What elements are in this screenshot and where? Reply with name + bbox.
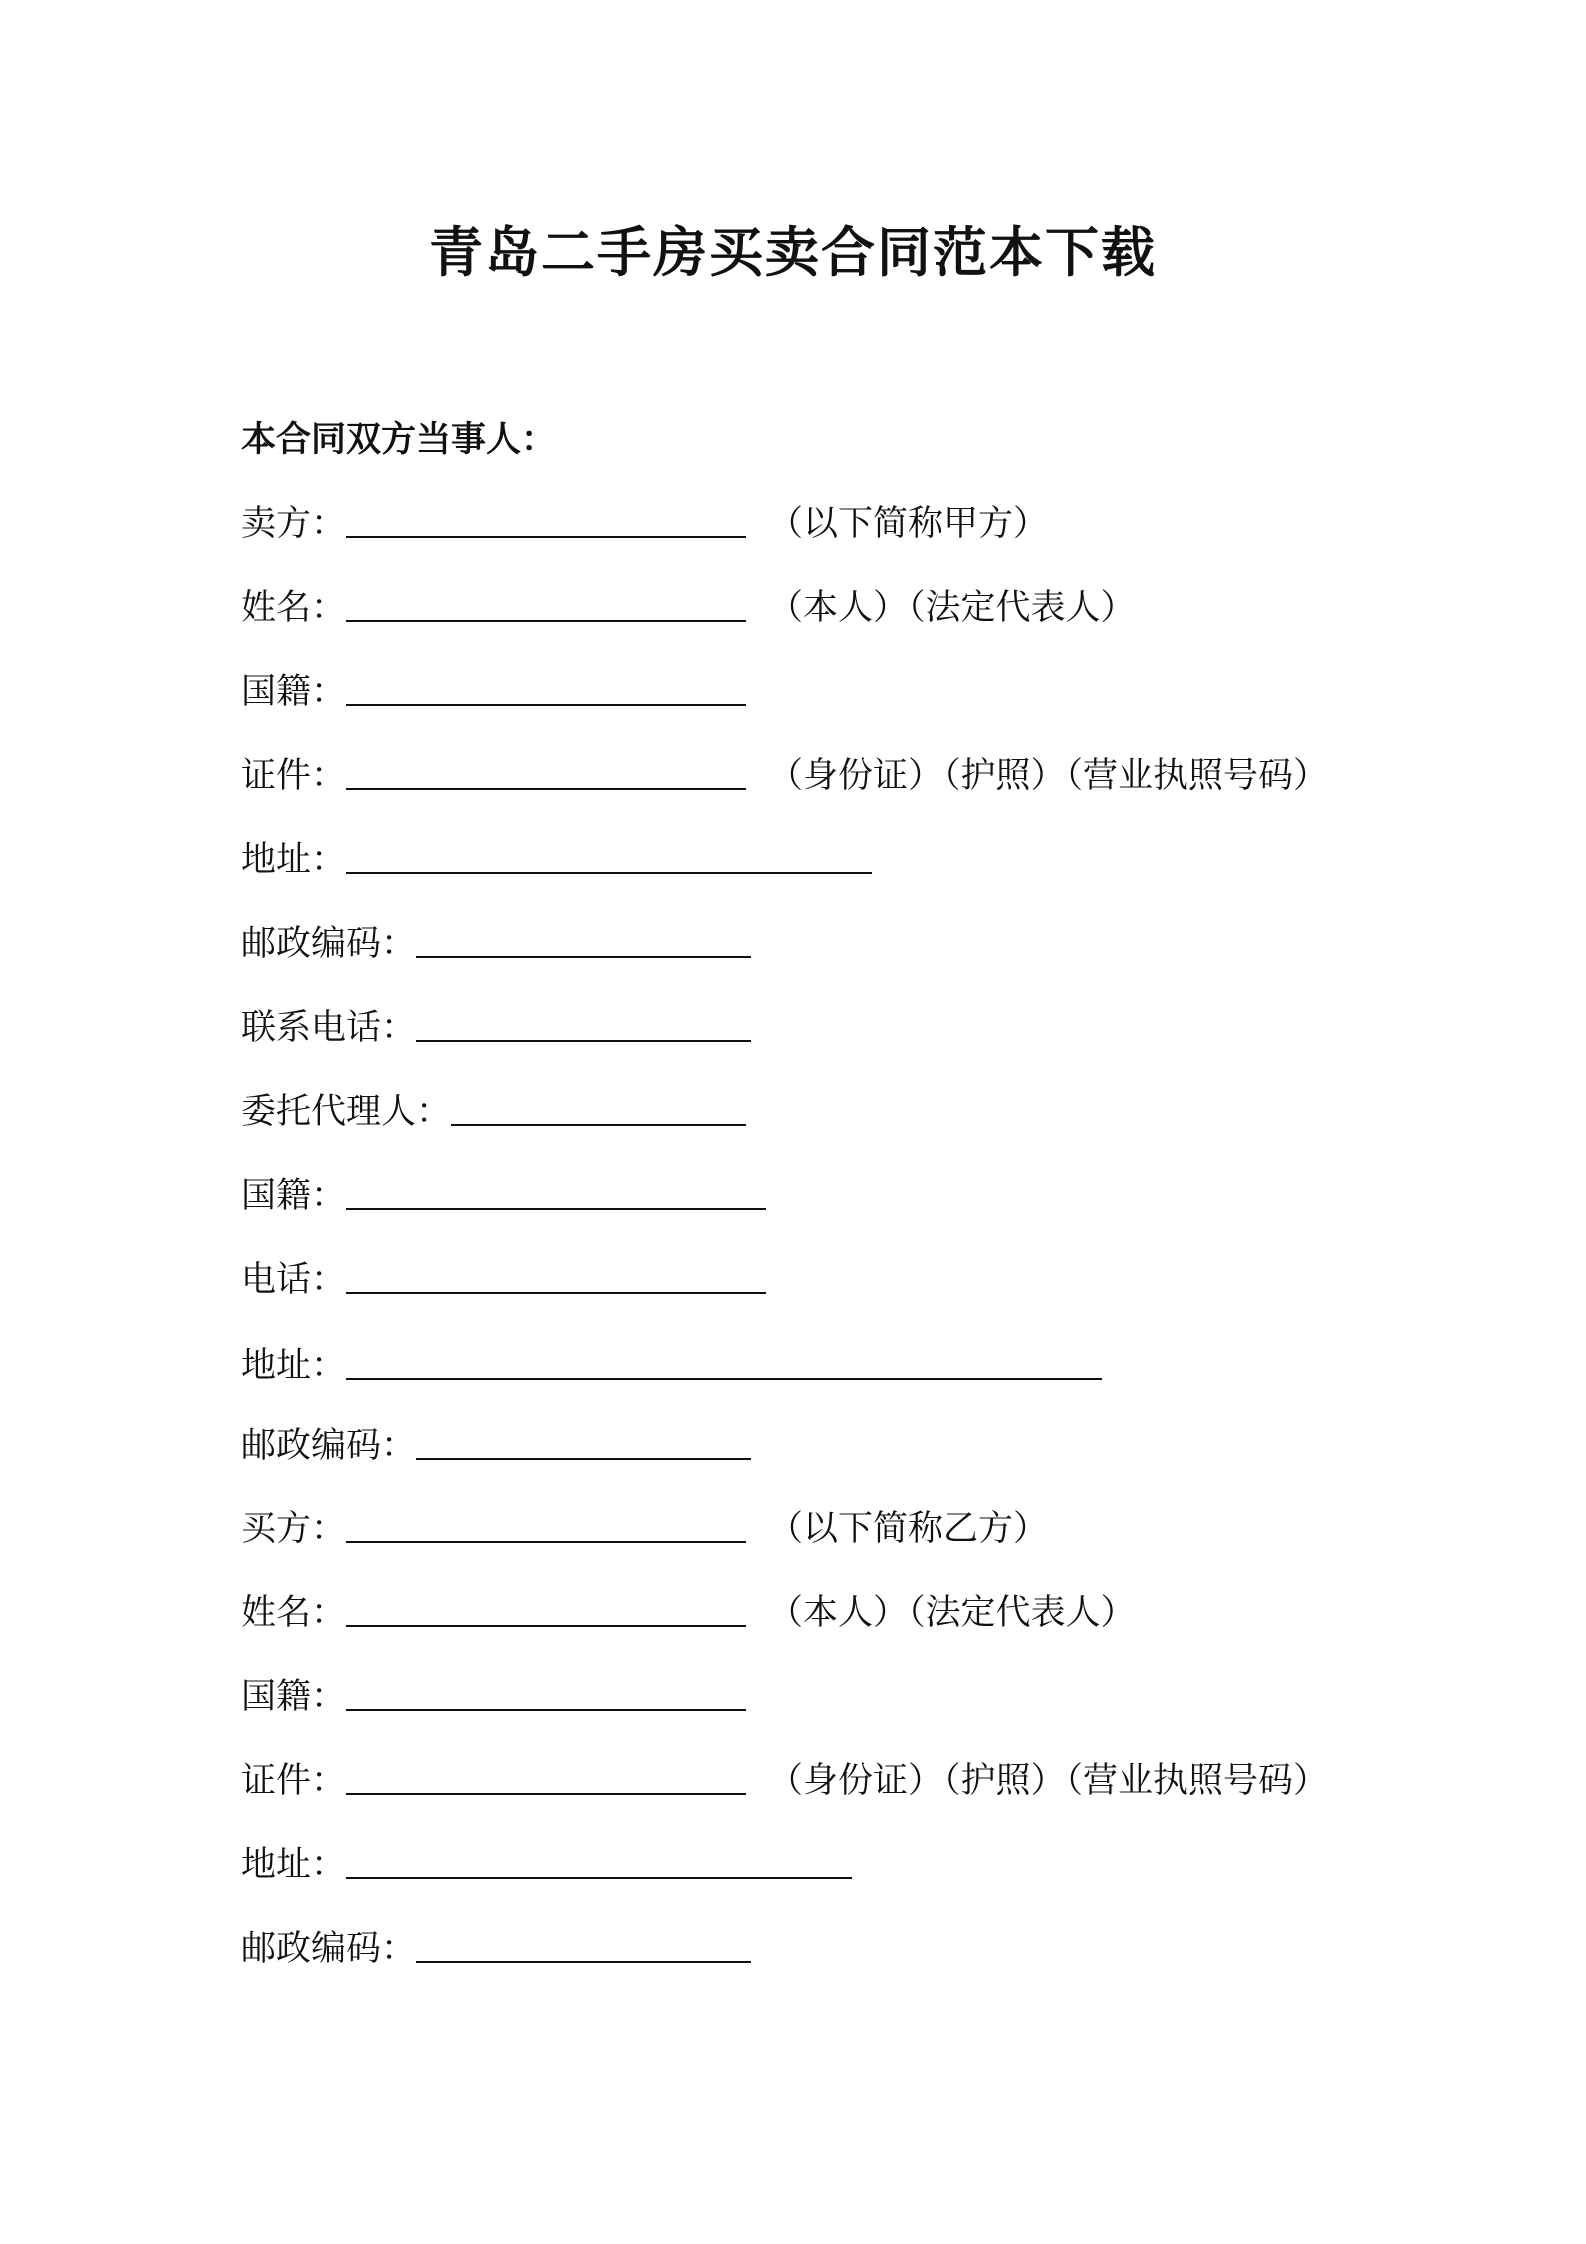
field-label: 地址： <box>241 1845 347 1885</box>
seller-field <box>241 498 1048 546</box>
buyer-name-field <box>241 1587 1136 1635</box>
agent-field <box>241 1086 746 1134</box>
fill-blank[interactable] <box>416 956 751 958</box>
field-label: 地址： <box>241 840 347 880</box>
field-label: 姓名： <box>241 1593 347 1633</box>
field-label: 证件： <box>241 756 347 796</box>
seller-phone-field <box>241 1002 751 1050</box>
field-label: 邮政编码： <box>241 1929 417 1969</box>
agent-phone-field <box>241 1254 766 1302</box>
seller-id-field <box>241 750 1328 798</box>
fill-blank[interactable] <box>346 1292 766 1294</box>
seller-postcode-field <box>241 918 751 966</box>
fill-blank[interactable] <box>346 1541 746 1543</box>
field-note: （以下简称甲方） <box>768 504 1049 544</box>
field-label: 国籍： <box>241 672 347 712</box>
fill-blank[interactable] <box>346 788 746 790</box>
seller-address-field <box>241 834 872 882</box>
fill-blank[interactable] <box>346 536 746 538</box>
field-label: 卖方： <box>241 504 347 544</box>
field-label: 国籍： <box>241 1176 347 1216</box>
fill-blank[interactable] <box>346 1793 746 1795</box>
buyer-field <box>241 1503 1048 1551</box>
field-note: （本人）（法定代表人） <box>768 588 1136 628</box>
fill-blank[interactable] <box>416 1040 751 1042</box>
parties-intro: 本合同双方当事人： <box>241 420 557 460</box>
fill-blank[interactable] <box>346 1208 766 1210</box>
fill-blank[interactable] <box>346 872 872 874</box>
field-label: 姓名： <box>241 588 347 628</box>
buyer-id-field <box>241 1755 1328 1803</box>
buyer-nationality-field <box>241 1671 746 1719</box>
fill-blank[interactable] <box>451 1124 746 1126</box>
field-label: 地址： <box>241 1346 347 1386</box>
field-note: （身份证）（护照）（营业执照号码） <box>768 756 1329 796</box>
field-note: （本人）（法定代表人） <box>768 1593 1136 1633</box>
agent-nationality-field <box>241 1170 766 1218</box>
fill-blank[interactable] <box>346 704 746 706</box>
field-note: （身份证）（护照）（营业执照号码） <box>768 1761 1329 1801</box>
seller-name-field <box>241 582 1136 630</box>
fill-blank[interactable] <box>416 1961 751 1963</box>
field-label: 委托代理人： <box>241 1092 452 1132</box>
fill-blank[interactable] <box>416 1458 751 1460</box>
fill-blank[interactable] <box>346 1709 746 1711</box>
agent-postcode-field <box>241 1420 751 1468</box>
fill-blank[interactable] <box>346 1877 852 1879</box>
buyer-address-field <box>241 1839 852 1887</box>
document-title: 青岛二手房买卖合同范本下载 <box>429 221 1157 284</box>
agent-address-field <box>241 1340 1102 1388</box>
field-label: 买方： <box>241 1509 347 1549</box>
field-label: 邮政编码： <box>241 1426 417 1466</box>
seller-nationality-field <box>241 666 746 714</box>
field-label: 证件： <box>241 1761 347 1801</box>
field-note: （以下简称乙方） <box>768 1509 1049 1549</box>
fill-blank[interactable] <box>346 1625 746 1627</box>
field-label: 邮政编码： <box>241 924 417 964</box>
field-label: 国籍： <box>241 1677 347 1717</box>
field-label: 电话： <box>241 1260 347 1300</box>
field-label: 联系电话： <box>241 1008 417 1048</box>
fill-blank[interactable] <box>346 620 746 622</box>
fill-blank[interactable] <box>346 1378 1102 1380</box>
buyer-postcode-field <box>241 1923 751 1971</box>
